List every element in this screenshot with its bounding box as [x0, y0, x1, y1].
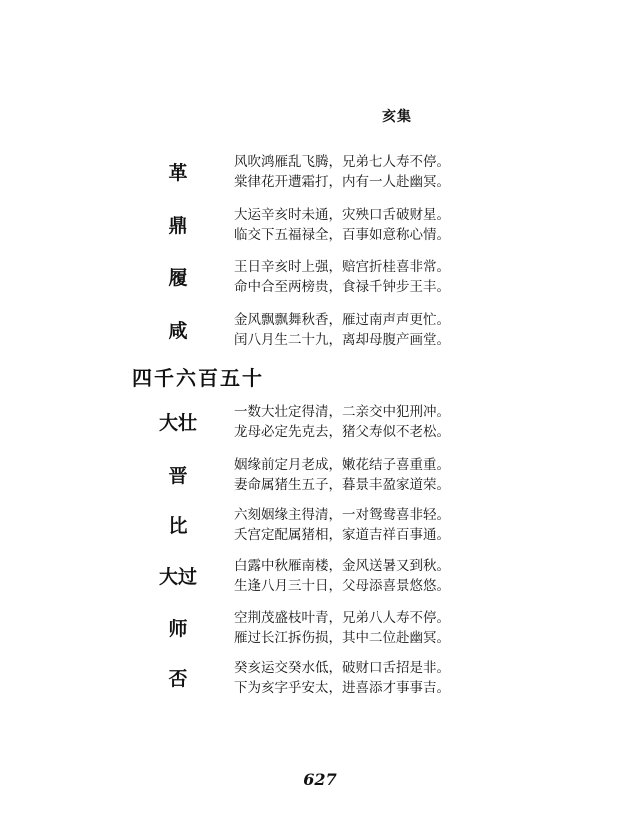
verse-block — [234, 455, 450, 495]
verse-line: 下为亥字乎安太，进喜添才事事吉。 — [234, 680, 450, 696]
hexagram-entry-jin — [150, 455, 480, 499]
verse-line: 空荆茂盛枝叶青，兄弟八人寿不停。 — [234, 610, 450, 626]
verse-line: 一数大壮定得清，二亲交中犯刑冲。 — [234, 404, 450, 420]
verse-line: 大运辛亥时未通，灾殃口舌破财星。 — [234, 207, 450, 223]
verse-line: 王日辛亥时上强，赔宫折桂喜非常。 — [234, 259, 450, 275]
hexagram-name: 鼎 — [168, 215, 188, 237]
hexagram-name: 比 — [168, 515, 188, 537]
hexagram-name: 大过 — [158, 566, 197, 588]
page-number: 627 — [303, 770, 337, 789]
verse-line: 生逢八月三十日，父母添喜景悠悠。 — [234, 578, 450, 594]
verse-block — [234, 257, 450, 297]
hexagram-entry-ding — [150, 205, 480, 249]
hexagram-name: 咸 — [168, 320, 188, 342]
verse-line: 闰八月生二十九，离却母腹产画堂。 — [234, 332, 450, 348]
verse-line: 姻缘前定月老成，嫩花结子喜重重。 — [234, 457, 450, 473]
verse-line: 六刻姻缘主得清，一对鸳鸯喜非轻。 — [234, 507, 450, 523]
verse-block — [234, 608, 450, 648]
section-title: 四千六百五十 — [132, 366, 264, 390]
hexagram-name: 晋 — [168, 465, 188, 487]
verse-block — [234, 658, 450, 698]
verse-line: 临交下五福禄全，百事如意称心情。 — [234, 227, 450, 243]
verse-line: 棠律花开遭霜打，内有一人赴幽冥。 — [234, 174, 450, 190]
hexagram-entry-xian — [150, 310, 480, 354]
verse-block — [234, 402, 450, 442]
verse-line: 癸亥运交癸水低，破财口舌招是非。 — [234, 660, 450, 676]
hexagram-entry-ge — [150, 152, 480, 196]
hexagram-name: 大壮 — [158, 412, 197, 434]
hexagram-name: 师 — [168, 618, 188, 640]
verse-line: 金风飘飘舞秋香，雁过南声声更忙。 — [234, 312, 450, 328]
verse-line: 夭宫定配属猪相，家道吉祥百事通。 — [234, 527, 450, 543]
hexagram-name: 履 — [168, 267, 188, 289]
verse-block — [234, 310, 450, 350]
verse-line: 妻命属猪生五子，暮景丰盈家道荣。 — [234, 477, 450, 493]
verse-line: 龙母必定先克去，猪父寿似不老松。 — [234, 424, 450, 440]
verse-line: 雁过长江拆伤损，其中二位赴幽冥。 — [234, 630, 450, 646]
verse-block — [234, 205, 450, 245]
page-header: 亥集 — [382, 109, 412, 125]
hexagram-entry-shi — [150, 608, 480, 652]
hexagram-name: 革 — [168, 162, 188, 184]
verse-line: 风吹鸿雁乱飞腾，兄弟七人寿不停。 — [234, 154, 450, 170]
hexagram-entry-lv — [150, 257, 480, 301]
verse-line: 白露中秋雁南楼，金风送暑又到秋。 — [234, 558, 450, 574]
hexagram-entry-daguo — [150, 556, 480, 600]
hexagram-entry-pi — [150, 658, 480, 702]
hexagram-name: 否 — [168, 668, 188, 690]
verse-block — [234, 152, 450, 192]
verse-line: 命中合至两榜贵，食禄千钟步王丰。 — [234, 279, 450, 295]
verse-block — [234, 505, 450, 545]
hexagram-entry-bi — [150, 505, 480, 549]
hexagram-entry-dazhuang — [150, 402, 480, 446]
verse-block — [234, 556, 450, 596]
